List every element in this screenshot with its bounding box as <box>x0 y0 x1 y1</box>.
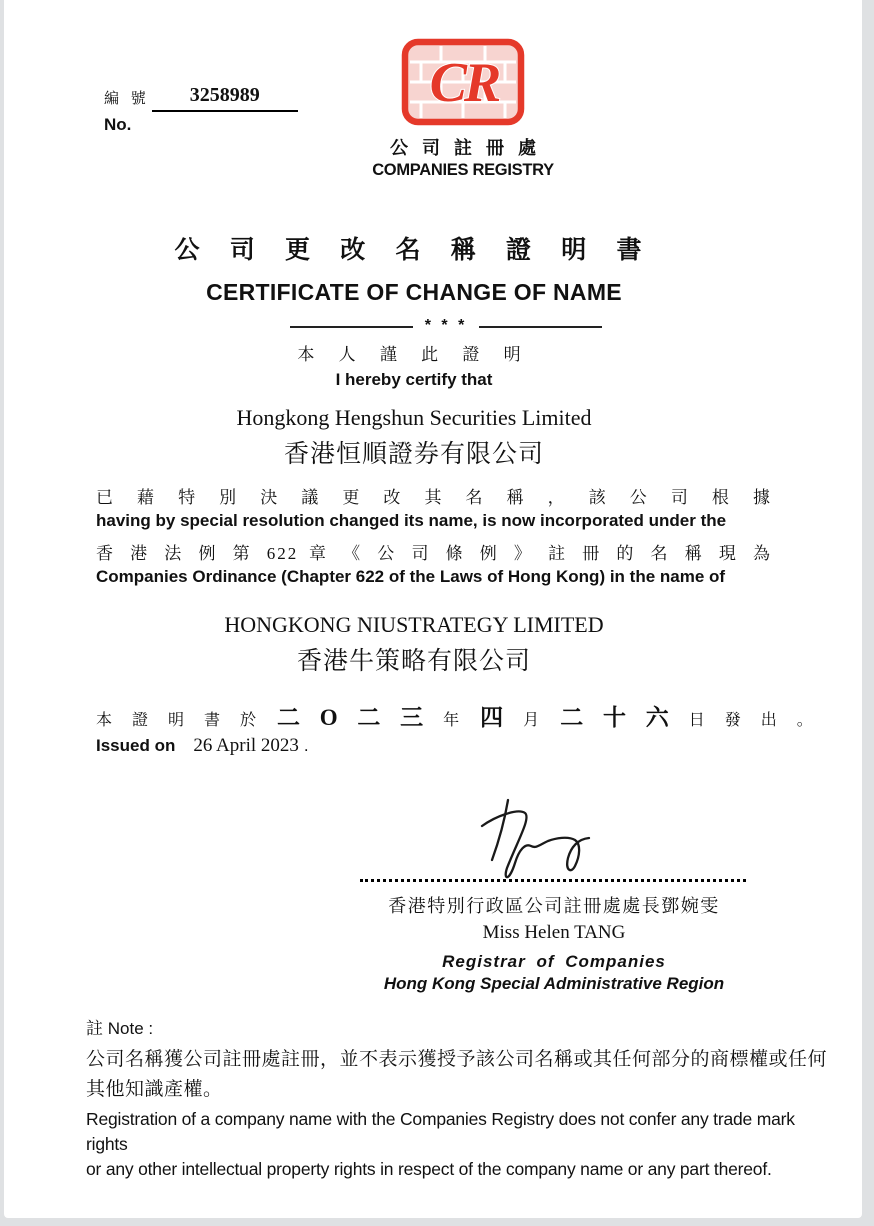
note-label-zh: 註 <box>86 1019 103 1038</box>
body-paragraph-1 <box>96 483 772 531</box>
registry-name-en: COMPANIES REGISTRY <box>372 161 554 179</box>
body-paragraph-2-en: Companies Ordinance (Chapter 622 of the Laws of Hong Kong) in the name of <box>96 567 726 586</box>
issue-date-value: 26 April 2023 <box>193 735 299 756</box>
issue-day-zh: 二 十 六 <box>560 705 676 730</box>
certificate-number-block <box>104 84 298 135</box>
issue-date-line-zh <box>96 699 821 732</box>
new-company-name-block <box>64 612 764 677</box>
note-text-zh <box>86 1045 830 1105</box>
divider-line-right <box>479 326 602 328</box>
signatory-role-line1: Registrar of Companies <box>442 952 666 971</box>
signature-icon <box>442 790 652 882</box>
signatory-title-zh: 香港特別行政區公司註冊處處長鄧婉雯 <box>388 896 720 916</box>
certificate-title-zh: 公 司 更 改 名 稱 證 明 書 <box>174 237 654 264</box>
signatory-name: Miss Helen TANG <box>482 922 626 943</box>
new-company-name-zh: 香港牛策略有限公司 <box>296 648 531 675</box>
issue-suffix-zh: 日 發 出 。 <box>688 712 821 729</box>
stars-divider <box>290 318 602 336</box>
number-label-zh: 編 號 <box>104 91 150 107</box>
issue-year-zh: 二 O 二 三 <box>277 705 431 730</box>
former-company-name-en: Hongkong Hengshun Securities Limited <box>236 405 592 430</box>
issued-on-label: Issued on <box>96 736 176 755</box>
cr-logo-initials: CR <box>429 52 499 114</box>
body-paragraph-2 <box>96 539 772 587</box>
issue-month-zh: 四 <box>480 705 511 730</box>
signatory-role-line2: Hong Kong Special Administrative Region <box>383 974 725 993</box>
issue-prefix-zh: 本 證 明 書 於 <box>96 712 265 729</box>
note-text-en-line1: Registration of a company name with the Companies Registry does not confer any trade mark rights <box>86 1109 795 1154</box>
number-label-en: No. <box>104 115 132 134</box>
issue-month-unit-zh: 月 <box>523 712 548 729</box>
note-block <box>86 1014 830 1182</box>
body-paragraph-2-zh: 香 港 法 例 第 622 章 《 公 司 條 例 》 註 冊 的 名 稱 現 為 <box>96 544 772 563</box>
certificate-page <box>4 0 862 1218</box>
note-text-zh-line2: 其他知識產權。 <box>86 1079 223 1100</box>
note-text-en-line2: or any other intellectual property rights in respect of the company name or any part thereof. <box>86 1159 772 1179</box>
signature-dotted-line <box>360 879 746 882</box>
issue-year-unit-zh: 年 <box>443 712 468 729</box>
signatory-block <box>334 892 774 994</box>
note-label-en: Note : <box>107 1019 154 1038</box>
certify-block <box>64 340 764 390</box>
new-company-name-en: HONGKONG NIUSTRATEGY LIMITED <box>224 612 604 637</box>
former-company-name-block <box>64 405 764 470</box>
certificate-number-value: 3258989 <box>152 84 298 112</box>
note-label <box>86 1014 830 1039</box>
body-paragraph-1-en: having by special resolution changed its name, is now incorporated under the <box>96 511 727 530</box>
note-text-en <box>86 1107 830 1182</box>
certificate-title-en: CERTIFICATE OF CHANGE OF NAME <box>206 279 622 305</box>
certify-text-zh: 本 人 謹 此 證 明 <box>297 345 531 364</box>
former-company-name-zh: 香港恒順證券有限公司 <box>283 441 544 468</box>
cr-logo-icon <box>401 38 525 126</box>
certificate-title-block <box>64 230 764 306</box>
issue-date-period: . <box>303 736 309 755</box>
registrar-signature <box>442 790 652 887</box>
registry-name-zh: 公司註冊處 <box>390 138 550 158</box>
companies-registry-logo-block <box>338 38 588 180</box>
note-text-zh-line1: 公司名稱獲公司註冊處註冊，並不表示獲授予該公司名稱或其任何部分的商標權或任何 <box>86 1049 828 1070</box>
certify-text-en: I hereby certify that <box>335 370 493 389</box>
divider-line-left <box>290 326 413 328</box>
body-paragraph-1-zh: 已 藉 特 別 決 議 更 改 其 名 稱 ， 該 公 司 根 據 <box>96 488 772 507</box>
issue-date-line-en <box>96 735 309 757</box>
divider-stars: * * * <box>424 317 468 334</box>
